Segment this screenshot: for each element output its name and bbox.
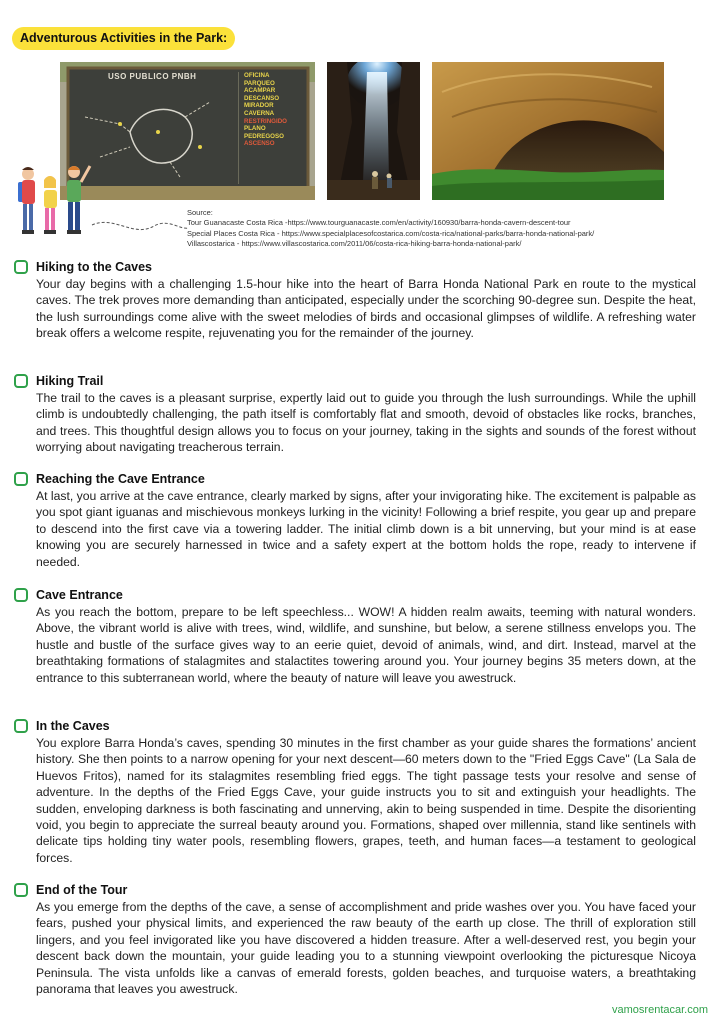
section-header	[14, 471, 714, 487]
section-title: End of the Tour	[36, 883, 128, 897]
section-hiking-trail	[14, 373, 714, 456]
legend-item: OFICINA	[244, 72, 270, 79]
section-header	[14, 587, 714, 603]
checkbox-icon[interactable]	[14, 883, 28, 897]
source-line: Special Places Costa Rica - https://www.specialplacesofcostarica.com/costa-rica/national-parks/barra-honda-national-park/	[187, 228, 595, 238]
source-citations	[187, 208, 707, 250]
source-label: Source:	[187, 208, 213, 217]
section-header	[14, 259, 714, 275]
legend-item: CAVERNA	[244, 109, 275, 117]
section-body: The trail to the caves is a pleasant surprise, expertly laid out to guide you through the lush surroundings. While the uphill climb is undoubtedly challenging, the path itself is comfortably flat and smooth, devoid of obstacles like rocks, branches, and trees. This thoughtful design allows you to focus on your journey, taking in the sights and sounds of the forest without worrying about navigating treacherous terrain.	[36, 391, 696, 455]
section-title: Hiking Trail	[36, 374, 104, 388]
cave-descent-photo	[327, 62, 420, 200]
legend-item: MIRADOR	[244, 102, 274, 110]
section-body: You explore Barra Honda’s caves, spending 30 minutes in the first chamber as your guide shares the formations’ ancient history. She then points to a narrow opening for your next descent—60 meters down to the "Fried Eggs Cave" (La Sala de Huevos Fritos), named for its stalagmites resembling fried eggs. The tight passage tests your resolve and sense of adventure. In the depths of the Fried Eggs Cave, your guide instructs you to sit and extinguish your headlights. The sudden, enveloping darkness is both fascinating and unnerving, akin to being suspended in time. Despite the disorienting void, you begin to appreciate the surreal beauty around you. Formations, shaped over millennia, stand like sentinels with delicate tips holding tiny water pools, resembling flowers, grapes, teeth, and human faces—a testament to geological forces.	[36, 736, 696, 865]
page-title: Adventurous Activities in the Park:	[12, 27, 235, 50]
section-header	[14, 718, 714, 734]
hikers-illustration	[14, 160, 194, 252]
section-end-of-the-tour	[14, 882, 714, 997]
legend-item: ASCENSO	[244, 140, 275, 148]
section-title: Hiking to the Caves	[36, 260, 152, 274]
source-line: Villascostarica - https://www.villascostarica.com/2011/06/costa-rica-hiking-barra-honda-national-park/	[187, 239, 522, 249]
legend-item: PEDREGOSO	[244, 132, 284, 140]
legend-item: ACAMPAR	[244, 87, 276, 95]
checkbox-icon[interactable]	[14, 260, 28, 274]
section-hiking-to-the-caves	[14, 259, 714, 342]
section-title: In the Caves	[36, 719, 110, 733]
section-title: Reaching the Cave Entrance	[36, 472, 205, 486]
checkbox-icon[interactable]	[14, 588, 28, 602]
checkbox-icon[interactable]	[14, 472, 28, 486]
map-sign-heading: USO PUBLICO PNBH	[108, 72, 197, 81]
checkbox-icon[interactable]	[14, 374, 28, 388]
source-line: Tour Guanacaste Costa Rica -https://www.tourguanacaste.com/en/activity/160930/barra-honda-cavern-descent-tour	[187, 218, 571, 228]
map-sign-legend	[244, 72, 287, 148]
cave-arch-photo	[432, 62, 664, 200]
section-header	[14, 373, 714, 389]
section-header	[14, 882, 714, 898]
section-body: Your day begins with a challenging 1.5-hour hike into the heart of Barra Honda National Park en route to the mystical caves. The trek proves more demanding than anticipated, especially under the scorching 90-degree sun. Despite the heat, the lush surroundings come alive with the sweet melodies of birds and occasional glimpses of wildlife. A refreshing water break offers a welcome respite, rejuvenating you for the remainder of the journey.	[36, 277, 696, 341]
checkbox-icon[interactable]	[14, 719, 28, 733]
section-body: At last, you arrive at the cave entrance, clearly marked by signs, after your invigorating hike. The excitement is palpable as you spot giant iguanas and mischievous monkeys lurking in the vicinity! Following a brief respite, you gear up and prepare to descend into the first cave via a towering ladder. The initial climb down is a bit unnerving, but your mind is at ease knowing you are securely harnessed in twice and a safety expert at the bottom holds the rope, ready to intervene if needed.	[36, 489, 696, 569]
section-cave-entrance	[14, 587, 714, 686]
legend-item: RESTRINGIDO	[244, 117, 287, 125]
legend-item: DESCANSO	[244, 94, 280, 102]
section-in-the-caves	[14, 718, 714, 866]
section-body: As you reach the bottom, prepare to be left speechless... WOW! A hidden realm awaits, teeming with natural wonders. Above, the vibrant world is alive with trees, wind, wildlife, and sunshine, but below, a serene stillness envelops you. The hustle and bustle of the surface gives way to an eerie quiet, devoid of animals, wind, and dirt. Instead, marvel at the breathtaking formations of stalagmites and stalactites towering around you. Your journey begins 35 meters down, at the entrance to this subterranean world, where the beauty of nature will leave you awestruck.	[36, 605, 696, 685]
legend-item: PLANO	[244, 125, 266, 133]
section-body: As you emerge from the depths of the cave, a sense of accomplishment and pride washes over you. You have faced your fears, pushed your physical limits, and experienced the raw beauty of the earth up close. The thrill of exploration still lingers, and you feel invigorated like you have discovered a hidden treasure. After a well-deserved rest, you begin your descent back down the mountain, your guide leading you to a stunning viewpoint overlooking the picturesque Nicoya Peninsula. The vista unfolds like a canvas of emerald forests, golden beaches, and turquoise waters, a breathtaking panorama that leaves you awestruck.	[36, 900, 696, 997]
legend-item: PARQUEO	[244, 79, 275, 87]
footer-site-link[interactable]: vamosrentacar.com	[612, 1004, 708, 1016]
section-title: Cave Entrance	[36, 588, 123, 602]
section-reaching-the-cave-entrance	[14, 471, 714, 570]
